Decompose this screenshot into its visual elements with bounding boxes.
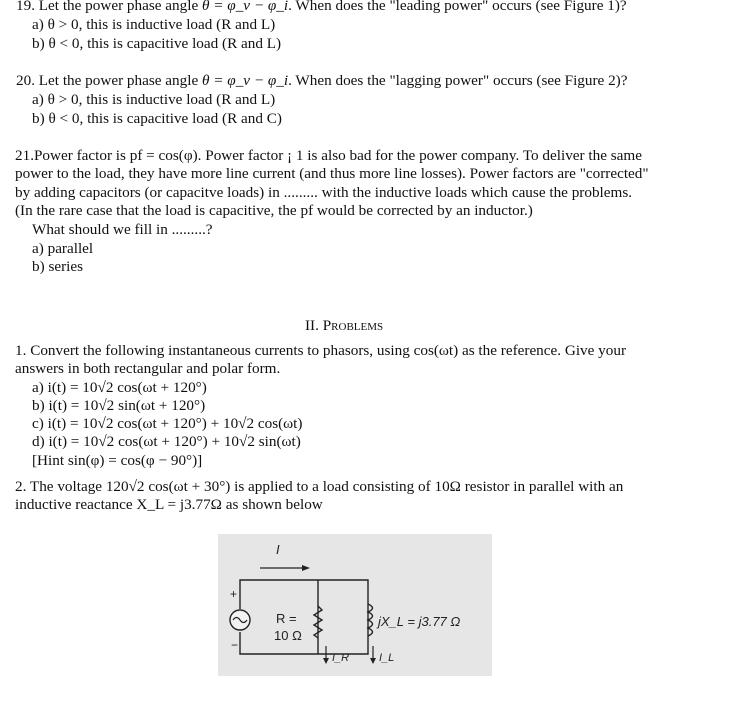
section-numeral: II. (305, 317, 319, 334)
resistor-label-1: R = (276, 611, 297, 626)
q20-math: θ = φ_v − φ_i (201, 72, 289, 89)
q21-line-4: (In the rare case that the load is capacitive, the pf would be corrected by an inductor.) (15, 202, 533, 219)
p1-item-b: b) i(t) = 10√2 sin(ωt + 120°) (32, 397, 206, 414)
p2-line-1: 2. The voltage 120√2 cos(ωt + 30°) is applied to a load consisting of 10Ω resistor in parallel with an (15, 478, 624, 495)
p1-hint: [Hint sin(φ) = cos(φ − 90°)] (32, 452, 203, 469)
q19-option-b: b) θ < 0, this is capacitive load (R and L) (32, 35, 282, 52)
il-label: I_L (379, 652, 395, 664)
inductor-label: jX_L = j3.77 Ω (378, 614, 461, 629)
q19-math: θ = φ_v − φ_i (201, 0, 289, 14)
q21-line-3: by adding capacitors (or capacitve loads) in ......... with the inductive loads which cause the problems. (15, 184, 633, 201)
il-arrowhead (370, 658, 376, 664)
q19-stem: 19. Let the power phase angle θ = φ_v − φ_i. When does the "leading power" occurs (see Figure 1)? (16, 0, 627, 15)
circuit-figure (218, 534, 492, 676)
q21-line-2: power to the load, they have more line current (and thus more line losses). Power factors are "corrected" (15, 165, 649, 182)
minus-sign: − (231, 638, 239, 652)
p1-line-2: answers in both rectangular and polar form. (15, 360, 281, 377)
plus-sign: + (230, 587, 238, 601)
resistor-label-2: 10 Ω (274, 628, 302, 643)
q21-option-b: b) series (32, 258, 84, 275)
q21-option-a: a) parallel (32, 240, 94, 257)
q19-option-a: a) θ > 0, this is inductive load (R and L) (32, 16, 276, 33)
q21-line-1: 21.Power factor is pf = cos(φ). Power factor ¡ 1 is also bad for the power company. To deliver the same (15, 147, 642, 164)
q20-option-b: b) θ < 0, this is capacitive load (R and C) (32, 110, 282, 127)
p1-item-d: d) i(t) = 10√2 cos(ωt + 120°) + 10√2 sin(ωt) (32, 433, 301, 450)
ir-label: I_R (332, 652, 350, 664)
circuit-wire (240, 580, 368, 654)
current-arrowhead (302, 565, 310, 571)
p1-line-1: 1. Convert the following instantaneous currents to phasors, using cos(ωt) as the reference. Give your (15, 342, 627, 359)
q20-stem: 20. Let the power phase angle θ = φ_v − φ_i. When does the "lagging power" occurs (see Figure 2)? (16, 72, 628, 89)
section-heading (305, 317, 383, 335)
section-title: Problems (322, 317, 384, 334)
q20-option-a: a) θ > 0, this is inductive load (R and L) (32, 91, 276, 108)
ir-arrowhead (323, 658, 329, 664)
p1-item-a: a) i(t) = 10√2 cos(ωt + 120°) (32, 379, 207, 396)
p1-item-c: c) i(t) = 10√2 cos(ωt + 120°) + 10√2 cos(ωt) (32, 415, 303, 432)
q21-prompt: What should we fill in .........? (32, 221, 213, 238)
p2-line-2: inductive reactance X_L = j3.77Ω as shown below (15, 496, 323, 513)
circuit-diagram (218, 534, 492, 676)
current-label: I (276, 542, 280, 557)
